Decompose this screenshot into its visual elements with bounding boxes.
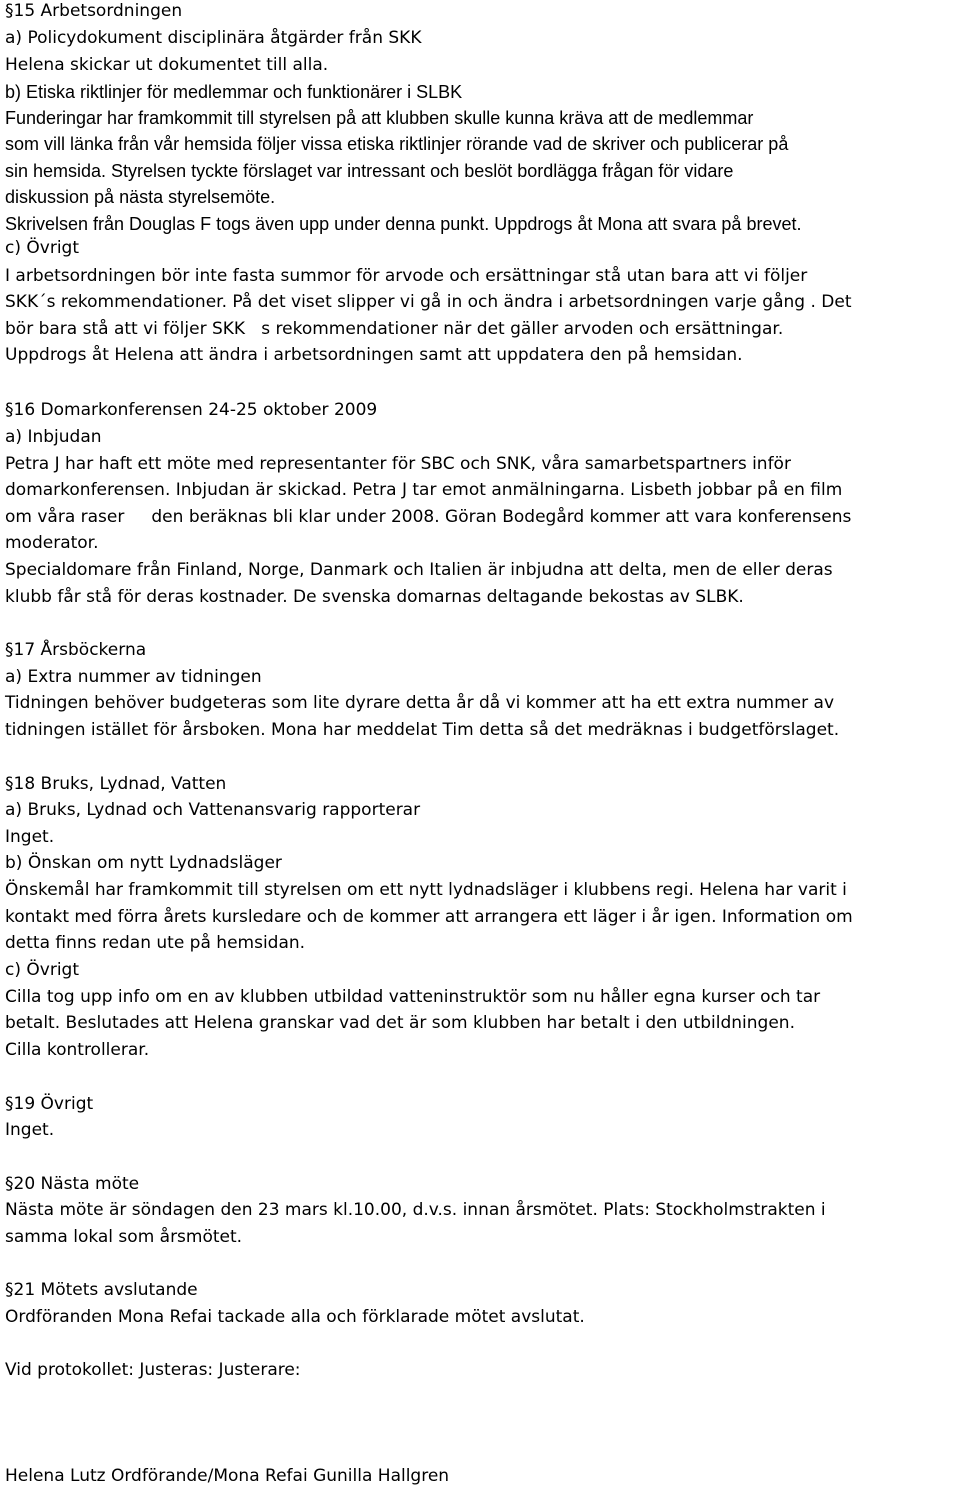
section-heading-16: §16 Domarkonferensen 24-25 oktober 2009 — [5, 400, 378, 420]
subheading-bruks-lydnad: a) Bruks, Lydnad och Vattenansvarig rapporterar — [5, 800, 421, 820]
body-line: Specialdomare från Finland, Norge, Danmark och Italien är inbjudna att delta, men de eller deras — [5, 560, 833, 580]
section-heading-17: §17 Årsböckerna — [5, 640, 147, 660]
body-line: som vill länka från vår hemsida följer vissa etiska riktlinjer rörande vad de skriver och publicerar på — [5, 134, 789, 154]
body-line: Funderingar har framkommit till styrelsen på att klubben skulle kunna kräva att de medlemmar — [5, 108, 754, 128]
section-heading-19: §19 Övrigt — [5, 1094, 94, 1114]
body-line: om våra raser den beräknas bli klar under 2008. Göran Bodegård kommer att vara konferensens — [5, 507, 852, 527]
section-heading-21: §21 Mötets avslutande — [5, 1280, 198, 1300]
section-heading-20: §20 Nästa möte — [5, 1174, 140, 1194]
body-line: diskussion på nästa styrelsemöte. — [5, 187, 276, 207]
body-line: tidningen istället för årsboken. Mona har meddelat Tim detta så det medräknas i budgetförslaget. — [5, 720, 840, 740]
body-line: samma lokal som årsmötet. — [5, 1227, 243, 1247]
body-line: Ordföranden Mona Refai tackade alla och förklarade mötet avslutat. — [5, 1307, 585, 1327]
signature-caption: Vid protokollet: Justeras: Justerare: — [5, 1360, 301, 1380]
body-line: Nästa möte är söndagen den 23 mars kl.10.00, d.v.s. innan årsmötet. Plats: Stockholmstrakten i — [5, 1200, 826, 1220]
body-line: sin hemsida. Styrelsen tyckte förslaget var intressant och beslöt bordlägga frågan för vidare — [5, 161, 734, 181]
body-line: Önskemål har framkommit till styrelsen om ett nytt lydnadsläger i klubbens regi. Helena har varit i — [5, 880, 847, 900]
body-line: Tidningen behöver budgeteras som lite dyrare detta år då vi kommer att ha ett extra nummer av — [5, 693, 835, 713]
signature-names: Helena Lutz Ordförande/Mona Refai Gunilla Hallgren — [5, 1466, 450, 1486]
subheading-etiska-riktlinjer: b) Etiska riktlinjer för medlemmar och funktionärer i SLBK — [5, 82, 463, 102]
subheading-lydnadslager: b) Önskan om nytt Lydnadsläger — [5, 853, 282, 873]
body-line: domarkonferensen. Inbjudan är skickad. Petra J tar emot anmälningarna. Lisbeth jobbar på en film — [5, 480, 843, 500]
subheading-inbjudan: a) Inbjudan — [5, 427, 102, 447]
body-line: moderator. — [5, 533, 99, 553]
subheading-policydokument: a) Policydokument disciplinära åtgärder från SKK — [5, 28, 422, 48]
body-line: Skrivelsen från Douglas F togs även upp under denna punkt. Uppdrogs åt Mona att svara på brevet. — [5, 214, 802, 234]
body-line: Cilla kontrollerar. — [5, 1040, 150, 1060]
body-line: Helena skickar ut dokumentet till alla. — [5, 55, 329, 75]
body-line: Inget. — [5, 1120, 55, 1140]
subheading-extra-nummer: a) Extra nummer av tidningen — [5, 667, 262, 687]
body-line: detta finns redan ute på hemsidan. — [5, 933, 306, 953]
body-line: I arbetsordningen bör inte fasta summor för arvode och ersättningar stå utan bara att vi följer — [5, 266, 808, 286]
section-heading-18: §18 Bruks, Lydnad, Vatten — [5, 774, 227, 794]
body-line: Petra J har haft ett möte med representanter för SBC och SNK, våra samarbetspartners inför — [5, 454, 791, 474]
subheading-ovrigt: c) Övrigt — [5, 960, 79, 980]
section-heading-15: §15 Arbetsordningen — [5, 1, 183, 21]
body-line: klubb får stå för deras kostnader. De svenska domarnas deltagande bekostas av SLBK. — [5, 587, 744, 607]
body-line: SKK´s rekommendationer. På det viset slipper vi gå in och ändra i arbetsordningen varje gång . Det — [5, 292, 852, 312]
body-line: betalt. Beslutades att Helena granskar vad det är som klubben har betalt i den utbildningen. — [5, 1013, 795, 1033]
body-line: bör bara stå att vi följer SKK s rekommendationer när det gäller arvoden och ersättningar. — [5, 319, 784, 339]
subheading-ovrigt: c) Övrigt — [5, 238, 79, 258]
body-line: Cilla tog upp info om en av klubben utbildad vatteninstruktör som nu håller egna kurser och tar — [5, 987, 821, 1007]
body-line: Uppdrogs åt Helena att ändra i arbetsordningen samt att uppdatera den på hemsidan. — [5, 345, 743, 365]
body-line: Inget. — [5, 827, 55, 847]
body-line: kontakt med förra årets kursledare och de kommer att arrangera ett läger i år igen. Information om — [5, 907, 853, 927]
